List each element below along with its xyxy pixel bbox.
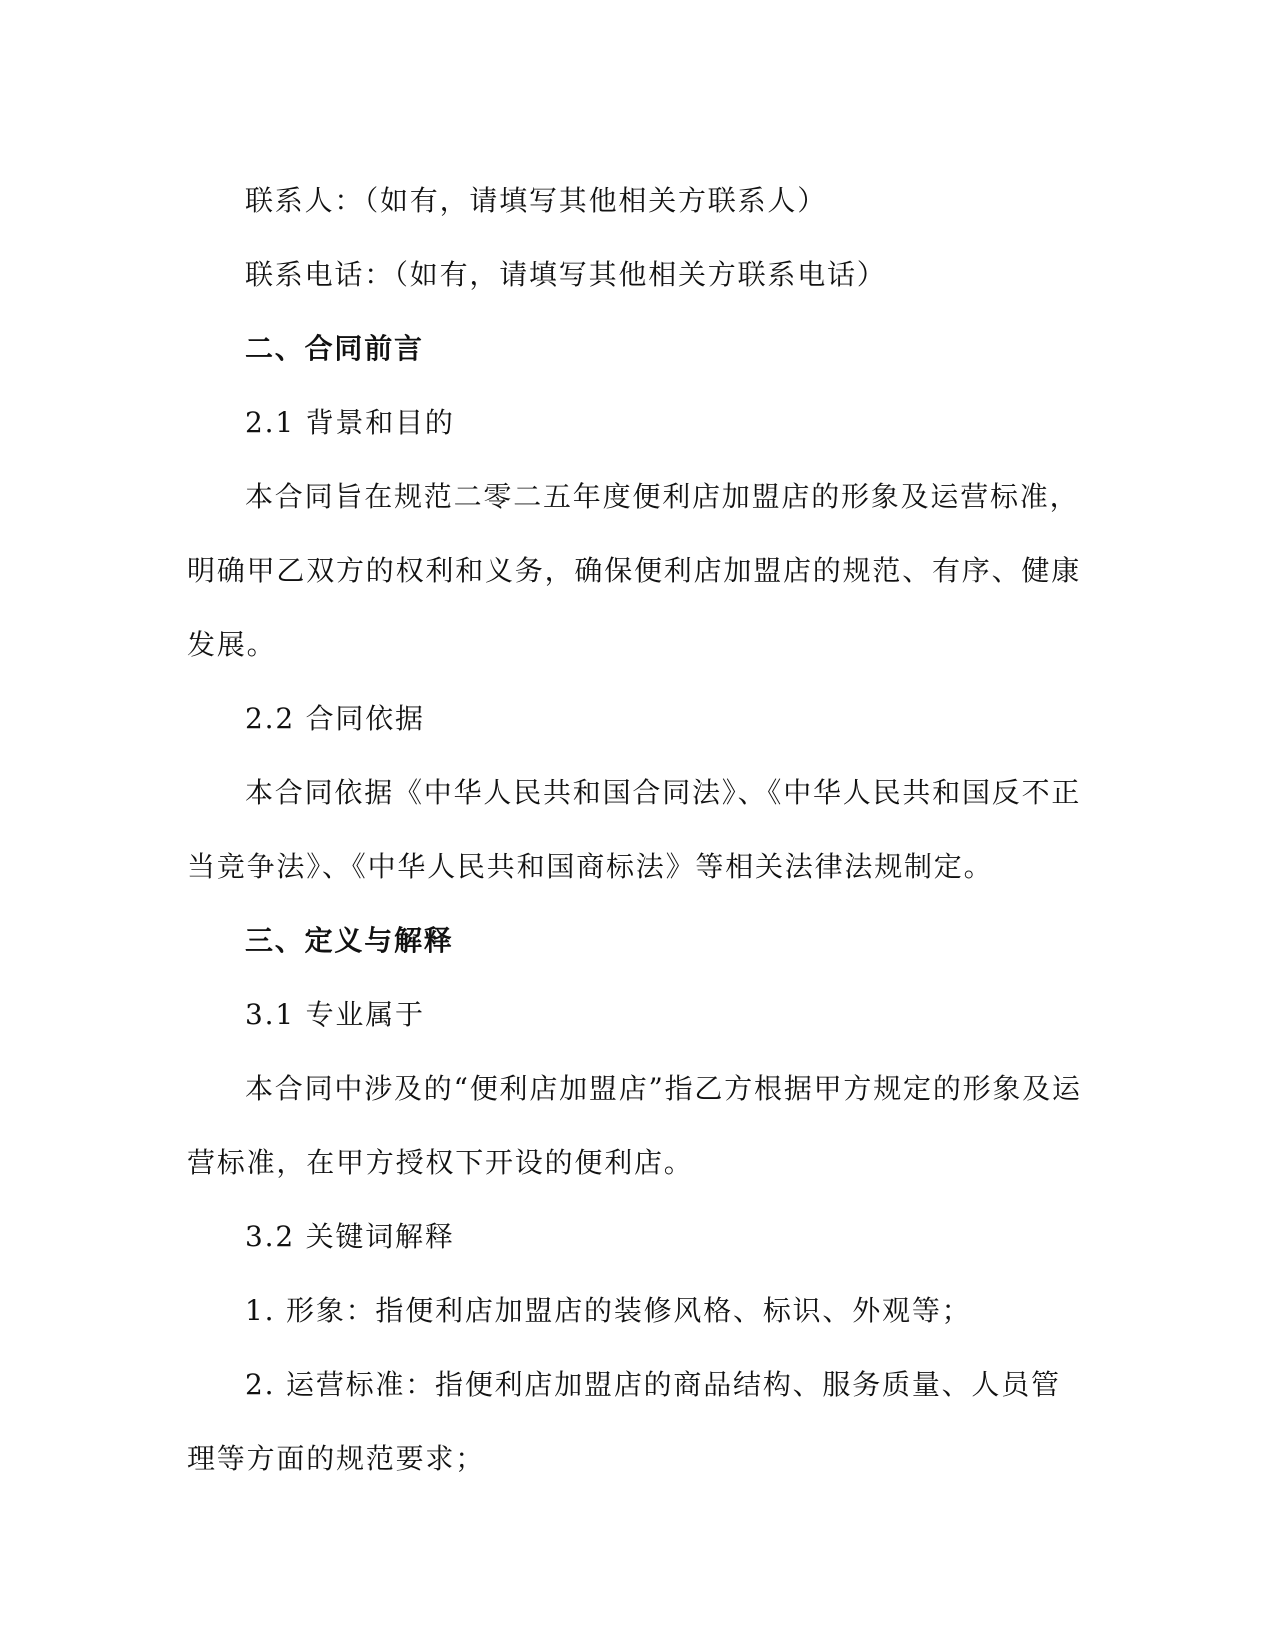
- subheading-contract-basis: 2.2 合同依据: [245, 702, 425, 735]
- paragraph-contract-basis: 本合同依据《中华人民共和国合同法》、《中华人民共和国反不正当竞争法》、《中华人民共和国商标法》等相关法律法规制定。: [187, 776, 1082, 883]
- subheading-background-purpose: 2.1 背景和目的: [245, 406, 455, 439]
- definition-image: 1. 形象：指便利店加盟店的装修风格、标识、外观等；: [245, 1294, 972, 1327]
- subheading-keywords: 3.2 关键词解释: [245, 1220, 455, 1253]
- paragraph-terms: 本合同中涉及的“便利店加盟店”指乙方根据甲方规定的形象及运营标准，在甲方授权下开设的便利店。: [187, 1072, 1082, 1179]
- document-body: [187, 164, 1085, 1496]
- definition-operating-standard: 2. 运营标准：指便利店加盟店的商品结构、服务质量、人员管理等方面的规范要求；: [187, 1368, 1061, 1475]
- subheading-terms: 3.1 专业属于: [245, 998, 425, 1031]
- paragraph-background: 本合同旨在规范二零二五年度便利店加盟店的形象及运营标准，明确甲乙双方的权利和义务，确保便利店加盟店的规范、有序、健康发展。: [187, 480, 1082, 661]
- contact-person-line: 联系人：（如有，请填写其他相关方联系人）: [245, 184, 828, 217]
- section-heading-definitions: 三、定义与解释: [245, 924, 454, 957]
- section-heading-preface: 二、合同前言: [245, 332, 424, 365]
- contact-phone-line: 联系电话：（如有，请填写其他相关方联系电话）: [245, 258, 887, 291]
